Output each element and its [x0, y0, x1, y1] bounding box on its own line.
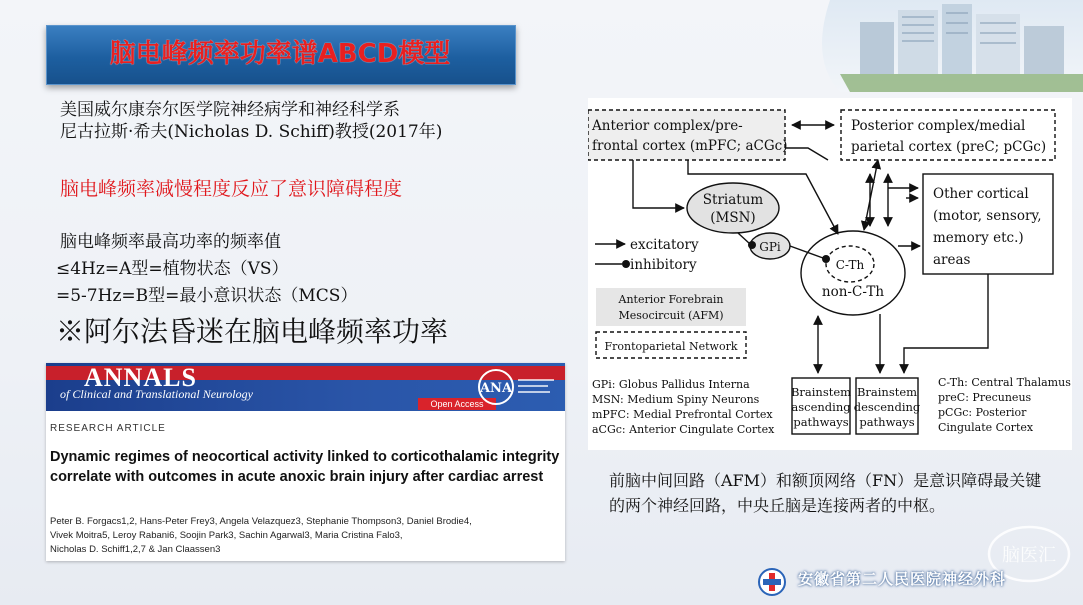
legend-gpi: GPi: Globus Pallidus Interna	[592, 378, 750, 391]
highlight-text: 脑电峰频率减慢程度反应了意识障碍程度	[60, 178, 403, 200]
legend-msn: MSN: Medium Spiny Neurons	[592, 393, 760, 406]
footer-hospital-name: 安徽省第二人民医院神经外科	[798, 570, 1007, 588]
inhibitory-dot-gpi	[748, 241, 756, 249]
legend-mpfc: mPFC: Medial Prefrontal Cortex	[592, 408, 773, 421]
journal-name: ANNALS	[84, 363, 197, 392]
posterior-label-2: parietal cortex (preC; pCGc)	[851, 139, 1047, 155]
other-cortical-label-4: areas	[933, 252, 971, 268]
striatum-label-2: (MSN)	[710, 210, 756, 226]
inhibitory-label: inhibitory	[630, 257, 697, 273]
circuit-diagram	[588, 98, 1072, 450]
paper-title: Dynamic regimes of neocortical activity linked to corticothalamic integrity correlate with outcomes in acute anoxic brain injury after cardiac arrest	[50, 449, 560, 485]
bs-asc-label-3: pathways	[793, 415, 849, 429]
legend-cth: C-Th: Central Thalamus	[938, 376, 1071, 389]
authors-line-3: Nicholas D. Schiff1,2,7 & Jan Claassen3	[50, 544, 221, 555]
other-cortical-label-2: (motor, sensory,	[933, 208, 1042, 224]
watermark-text: 脑医汇	[1002, 545, 1056, 566]
authors-line-2: Vivek Moitra5, Leroy Rabani6, Soojin Park3, Sachin Agarwal3, Maria Cristina Falo3,	[50, 530, 403, 541]
posterior-label-1: Posterior complex/medial	[851, 118, 1026, 134]
excitatory-label: excitatory	[630, 237, 699, 253]
paper-screenshot	[46, 363, 565, 561]
other-cortical-label-1: Other cortical	[933, 186, 1029, 202]
source-line-1: 美国威尔康奈尔医学院神经病学和神经科学系	[60, 100, 400, 120]
hospital-logo-icon	[757, 567, 787, 597]
point-3: =5-7Hz=B型=最小意识状态（MCS）	[56, 286, 358, 306]
anterior-label-1: Anterior complex/pre-	[592, 118, 743, 134]
gpi-label: GPi	[759, 240, 781, 254]
source-line-2: 尼古拉斯·希夫(Nicholas D. Schiff)教授(2017年)	[60, 122, 443, 142]
authors-line-1: Peter B. Forgacs1,2, Hans-Peter Frey3, Angela Velazquez3, Stephanie Thompson3, Daniel Brodie4,	[50, 516, 472, 527]
non-cth-label: non-C-Th	[821, 284, 885, 300]
other-cortical-label-3: memory etc.)	[933, 230, 1024, 246]
legend-pcgc-2: Cingulate Cortex	[938, 421, 1034, 434]
ana-logo-icon	[476, 367, 560, 407]
ana-logo-text: ANA	[479, 381, 513, 396]
legend-pcgc-1: pCGc: Posterior	[938, 406, 1027, 419]
section-label: RESEARCH ARTICLE	[50, 423, 166, 434]
legend-acgc: aCGc: Anterior Cingulate Cortex	[592, 423, 775, 436]
slide-title: 脑电峰频率功率谱ABCD模型	[109, 39, 451, 69]
point-2: ≤4Hz=A型=植物状态（VS）	[56, 259, 289, 279]
bs-desc-label-3: pathways	[859, 415, 915, 429]
big-note: ※阿尔法昏迷在脑电峰频率功率	[56, 315, 449, 348]
afm-label-2: Mesocircuit (AFM)	[618, 309, 724, 322]
bs-asc-label-2: ascending	[791, 400, 851, 414]
striatum-label-1: Striatum	[702, 192, 764, 208]
bs-asc-label-1: Brainstem	[790, 385, 852, 399]
inhibitory-legend-dot	[622, 260, 630, 268]
afm-label-1: Anterior Forebrain	[618, 293, 724, 306]
bs-desc-label-1: Brainstem	[856, 385, 918, 399]
diagram-caption: 前脑中间回路（AFM）和额顶网络（FN）是意识障碍最关键的两个神经回路，中央丘脑是连接两者的中枢。	[609, 471, 1042, 515]
legend-prec: preC: Precuneus	[938, 391, 1032, 404]
journal-subtitle: of Clinical and Translational Neurology	[60, 387, 253, 401]
fpn-label: Frontoparietal Network	[604, 340, 738, 353]
inhibitory-dot-thalamus	[822, 255, 830, 263]
cth-label: C-Th	[835, 258, 865, 272]
anterior-label-2: frontal cortex (mPFC; aCGc)	[592, 138, 788, 154]
open-access-badge: Open Access	[418, 398, 496, 410]
paper-authors	[50, 515, 560, 557]
point-1: 脑电峰频率最高功率的频率值	[60, 232, 281, 252]
hospital-building-image	[800, 0, 1083, 92]
bs-desc-label-2: descending	[853, 400, 921, 414]
